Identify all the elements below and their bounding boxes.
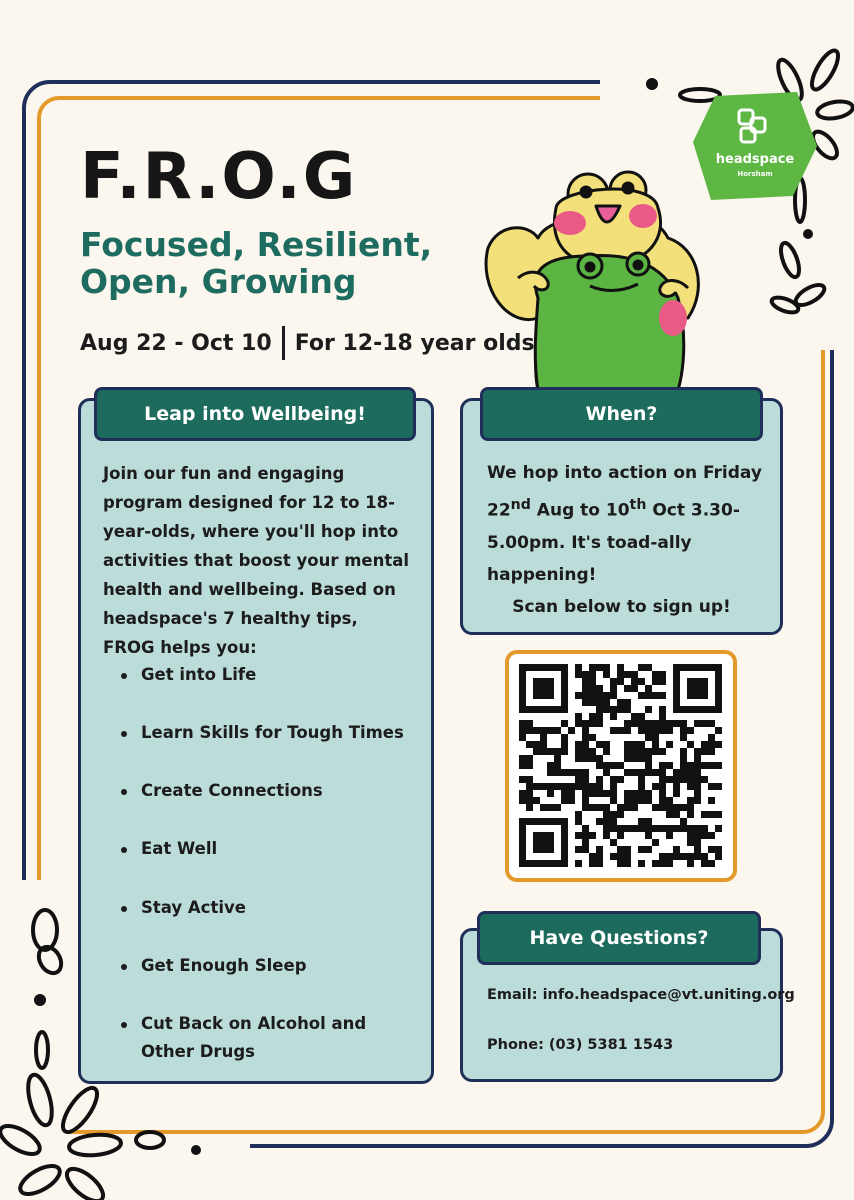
when-text-a: We hop into action on Friday: [487, 463, 762, 483]
subtitle-line-2: Open, Growing: [80, 262, 357, 301]
frog-illustration-icon: [478, 168, 700, 390]
when-text-b: Aug to 10: [530, 500, 630, 521]
qr-code[interactable]: [505, 650, 737, 882]
list-item: Learn Skills for Tough Times: [103, 719, 404, 747]
headspace-logo-icon: [693, 92, 817, 200]
wellbeing-heading: Leap into Wellbeing!: [94, 387, 416, 441]
subtitle: [80, 226, 500, 300]
list-item: Get Enough Sleep: [103, 952, 307, 980]
headspace-logo: [693, 92, 817, 200]
when-details: [487, 457, 772, 591]
age-range: For 12-18 year olds: [294, 330, 535, 356]
signup-cta: Scan below to sign up!: [512, 597, 731, 617]
page-title: F.R.O.G: [80, 140, 358, 214]
divider: [282, 326, 285, 360]
when-text-c: Oct 3.30-5.00pm. It's toad-ally happening!: [487, 500, 740, 585]
program-dates: [80, 326, 535, 360]
contact-email[interactable]: Email: info.headspace@vt.uniting.org: [487, 987, 795, 1003]
wellbeing-panel: [78, 398, 434, 1084]
contact-phone[interactable]: Phone: (03) 5381 1543: [487, 1037, 674, 1053]
list-item: Stay Active: [103, 894, 246, 922]
list-item: Create Connections: [103, 777, 323, 805]
when-day-end-suffix: th: [629, 497, 647, 513]
questions-heading: Have Questions?: [477, 911, 761, 965]
list-item: Get into Life: [103, 661, 256, 689]
qr-code-icon: [509, 654, 733, 878]
logo-location: Horsham: [737, 170, 773, 178]
list-item: Eat Well: [103, 835, 217, 863]
wellbeing-intro: Join our fun and engaging program designed for 12 to 18-year-olds, where you'll hop into activities that boost your mental health and wellbeing. Based on headspace's 7 healthy tips, FROG helps you:: [103, 464, 410, 657]
date-range: Aug 22 - Oct 10: [80, 330, 272, 356]
when-day-start: 22: [487, 500, 511, 521]
logo-wordmark: headspace: [715, 152, 795, 167]
when-day-start-suffix: nd: [510, 497, 531, 513]
subtitle-line-1: Focused, Resilient,: [80, 225, 433, 264]
list-item: Cut Back on Alcohol and Other Drugs: [103, 1010, 401, 1066]
when-heading: When?: [480, 387, 763, 441]
